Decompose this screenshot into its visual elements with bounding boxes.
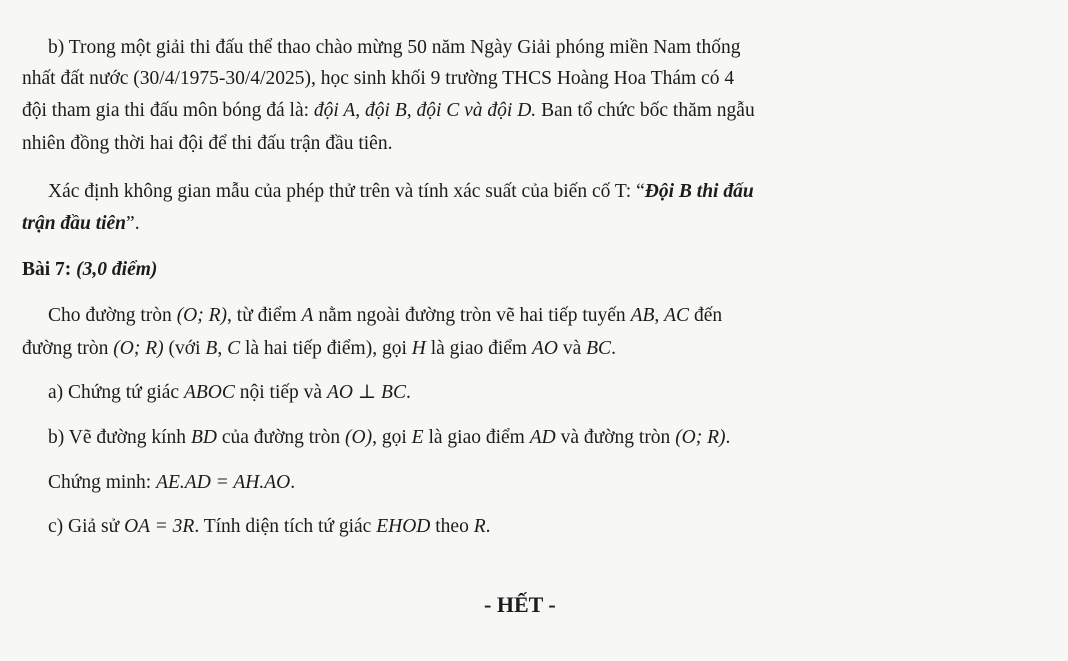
text-segment: và [557,338,587,359]
text-segment: theo [430,516,474,537]
math-text: A [301,305,314,326]
text-segment: là giao điểm [423,427,530,448]
end-text: - HẾT - [484,592,556,617]
math-text: ABOC [183,382,235,403]
math-text: AO ⊥ BC [326,382,406,403]
text-segment: . [725,427,731,448]
text-segment: , [217,338,228,359]
text-segment: nhiên đồng thời hai đội để thi đấu trận đầu tiên. [22,133,393,154]
math-text: H [411,338,426,359]
math-text: (O; R) [113,338,164,359]
math-text: (O) [345,427,373,448]
text-segment: của đường tròn [216,427,346,448]
text-segment: và đường tròn [555,427,676,448]
text-segment: ”. [126,213,140,234]
event-text: Đội B thi đấu [644,181,754,202]
math-text: B [205,338,218,359]
math-text: AO [531,338,558,359]
math-text: E [411,427,424,448]
math-text: (O; R) [176,305,228,326]
text-segment: . [405,382,411,403]
math-text: C [227,338,241,359]
math-text: EHOD [376,516,431,537]
text-segment: đến [689,305,723,326]
bai7-heading [22,260,157,280]
text-segment: là hai tiếp điểm), gọi [240,338,412,359]
math-text: (O; R) [675,427,726,448]
math-text: BC [586,338,612,359]
text-segment: đội tham gia thi đấu môn bóng đá là: [22,100,314,121]
text-segment: , từ điểm [227,305,302,326]
problem-b-line-2 [22,69,734,89]
text-segment: Ban tổ chức bốc thăm ngẫu [536,100,755,121]
text-segment: nhất đất nước (30/4/1975-30/4/2025), học sinh khối 9 trường THCS Hoàng Hoa Thám có 4 [22,68,735,89]
bai7-part-a [48,383,411,403]
heading-text: Bài 7: [22,259,77,280]
text-segment: nằm ngoài đường tròn vẽ hai tiếp tuyến [313,305,631,326]
event-text: trận đầu tiên [22,213,127,234]
text-segment: b) Trong một giải thi đấu thể thao chào mừng 50 năm Ngày Giải phóng miền Nam thống [48,37,741,58]
text-segment: . [290,472,296,493]
bai7-intro-line-1 [48,306,722,326]
teams-text: đội A, đội B, đội C và đội D. [313,100,537,121]
question-line-2 [22,214,140,234]
text-segment: b) Vẽ đường kính [48,427,191,448]
math-text: BD [190,427,217,448]
problem-b-line-3 [22,101,755,121]
text-segment: . [485,516,491,537]
text-segment: (với [163,338,206,359]
text-segment: , gọi [372,427,412,448]
text-segment: . Tính diện tích tứ giác [194,516,377,537]
text-segment: . [611,338,616,359]
math-text: AD [529,427,556,448]
math-text: AC [664,305,690,326]
text-segment: Cho đường tròn [48,305,177,326]
bai7-part-b-prove [48,473,295,493]
math-text: R [473,516,486,537]
question-line-1 [48,182,754,202]
text-segment: đường tròn [22,338,114,359]
math-text: OA = 3R [124,516,195,537]
bai7-intro-line-2 [22,339,616,359]
text-segment: nội tiếp và [234,382,327,403]
math-text: AB [630,305,655,326]
text-segment: c) Giả sử [48,516,125,537]
text-segment: Xác định không gian mẫu của phép thử trên và tính xác suất của biến cố T: “ [48,181,645,202]
text-segment: là giao điểm [425,338,532,359]
text-segment: Chứng minh: [48,472,157,493]
math-text: AE.AD = AH.AO [156,472,291,493]
problem-b-line-1 [48,38,740,58]
text-segment: , [654,305,665,326]
points-text: (3,0 điểm) [76,259,158,280]
bai7-part-b [48,428,730,448]
bai7-part-c [48,517,491,537]
problem-b-line-4 [22,134,392,154]
text-segment: a) Chứng tứ giác [48,382,184,403]
